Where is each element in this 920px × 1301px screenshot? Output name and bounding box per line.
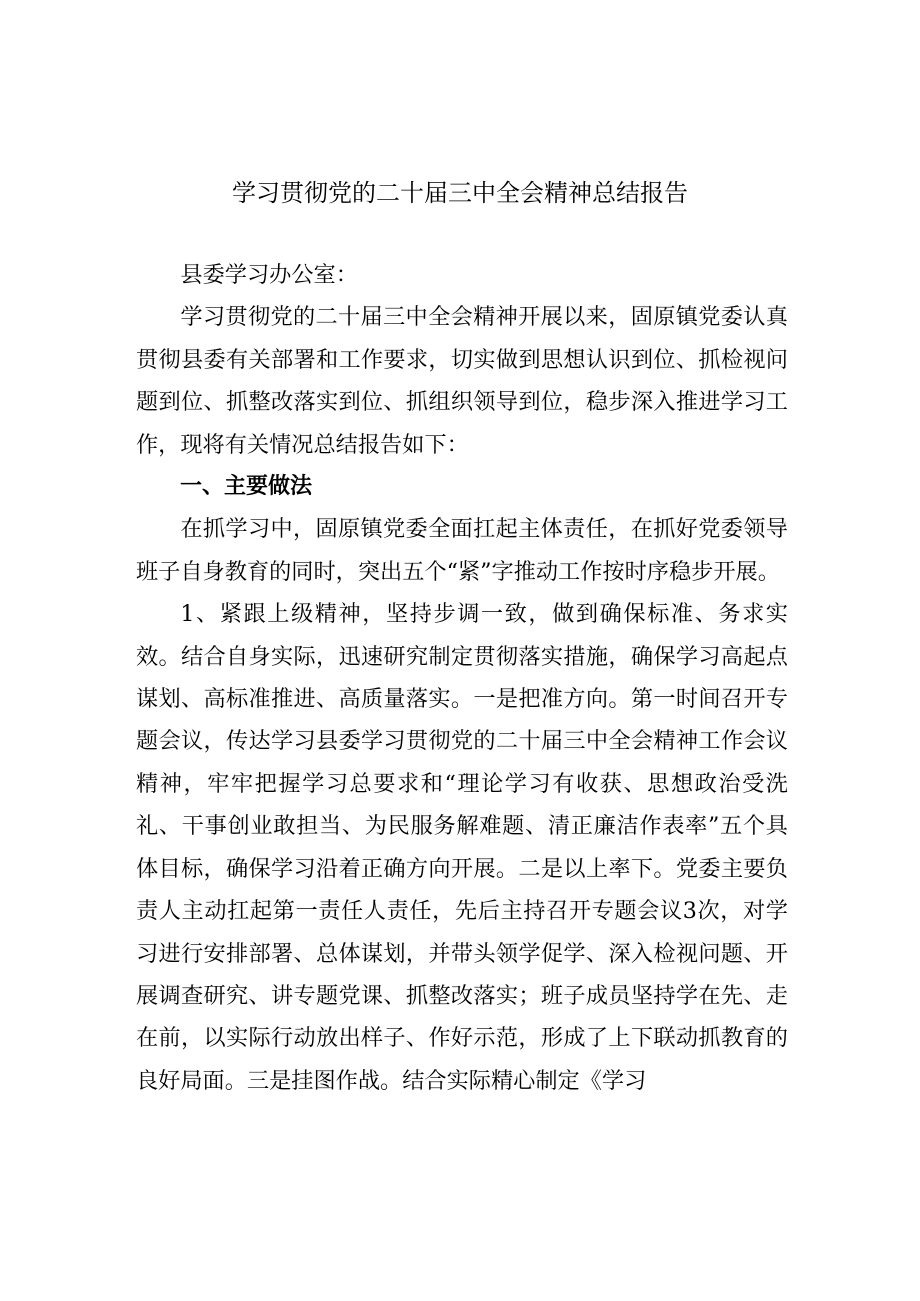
section-paragraph: 在抓学习中，固原镇党委全面扛起主体责任，在抓好党委领导班子自身教育的同时，突出五个“紧”字推动工作按时序稳步开展。 — [136, 516, 788, 585]
item-paragraph: 1、紧跟上级精神，坚持步调一致，做到确保标准、务求实效。结合自身实际，迅速研究制定贯彻落实措施，确保学习高起点谋划、高标准推进、高质量落实。一是把准方向。第一时间召开专题会议，传达学习县委学习贯彻党的二十届三中全会精神工作会议精神，牢牢把握学习总要求和“理论学习有收获、思想政治受洗礼、干事创业敢担当、为民服务解难题、清正廉洁作表率”五个具体目标，确保学习沿着正确方向开展。二是以上率下。党委主要负责人主动扛起第一责任人责任，先后主持召开专题会议3次，对学习进行安排部署、总体谋划，并带头领学促学、深入检视问题、开展调查研究、讲专题党课、抓整改落实；班子成员坚持学在先、走在前，以实际行动放出样子、作好示范，形成了上下联动抓教育的良好局面。三是挂图作战。结合实际精心制定《学习 — [136, 601, 788, 1094]
document-body — [136, 254, 788, 1102]
document-title: 学习贯彻党的二十届三中全会精神总结报告 — [232, 179, 688, 207]
intro-paragraph: 学习贯彻党的二十届三中全会精神开展以来，固原镇党委认真贯彻县委有关部署和工作要求，切实做到思想认识到位、抓检视问题到位、抓整改落实到位、抓组织领导到位，稳步深入推进学习工作，现将有关情况总结报告如下： — [136, 304, 788, 458]
section-heading: 一、主要做法 — [180, 474, 313, 500]
salutation: 县委学习办公室： — [180, 262, 358, 288]
